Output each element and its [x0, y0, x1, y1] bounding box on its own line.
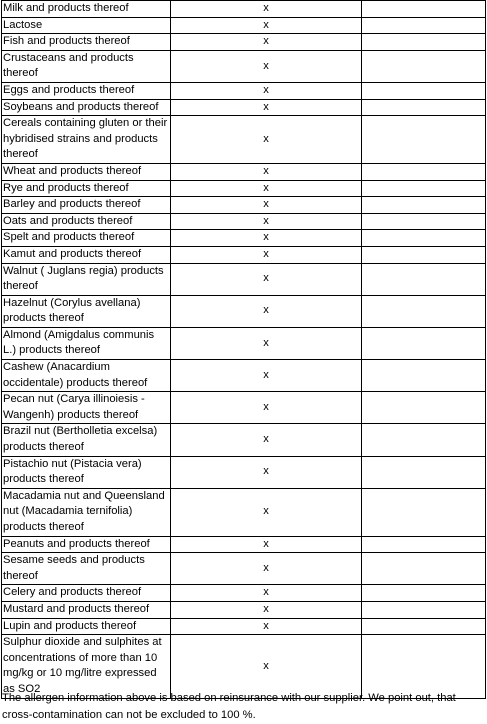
allergen-name: Cashew (Anacardium occidentale) products thereof — [2, 360, 171, 392]
allergen-name: Lupin and products thereof — [2, 618, 171, 635]
table-row — [2, 163, 486, 180]
table-row — [2, 34, 486, 51]
allergen-mark: x — [171, 34, 362, 51]
allergen-mark: x — [171, 50, 362, 82]
allergen-table — [1, 0, 486, 699]
allergen-other-cell — [362, 392, 486, 424]
allergen-mark: x — [171, 82, 362, 99]
table-row — [2, 295, 486, 327]
allergen-mark: x — [171, 585, 362, 602]
allergen-mark: x — [171, 536, 362, 553]
allergen-other-cell — [362, 488, 486, 536]
allergen-name: Barley and products thereof — [2, 197, 171, 214]
allergen-mark: x — [171, 327, 362, 359]
allergen-mark: x — [171, 263, 362, 295]
allergen-mark: x — [171, 180, 362, 197]
allergen-name: Cereals containing gluten or their hybridised strains and products thereof — [2, 116, 171, 164]
allergen-disclaimer: The allergen information above is based on reinsurance with our supplier. We point out, that cross-contamination can not be excluded to 100 %. — [2, 692, 456, 721]
table-row — [2, 116, 486, 164]
allergen-other-cell — [362, 246, 486, 263]
allergen-name: Spelt and products thereof — [2, 230, 171, 247]
allergen-other-cell — [362, 295, 486, 327]
allergen-other-cell — [362, 424, 486, 456]
allergen-mark: x — [171, 163, 362, 180]
allergen-other-cell — [362, 50, 486, 82]
table-row — [2, 180, 486, 197]
allergen-mark: x — [171, 295, 362, 327]
allergen-name: Mustard and products thereof — [2, 601, 171, 618]
allergen-name: Sesame seeds and products thereof — [2, 553, 171, 585]
allergen-name: Pecan nut (Carya illinoiesis - Wangenh) products thereof — [2, 392, 171, 424]
allergen-other-cell — [362, 180, 486, 197]
allergen-mark: x — [171, 99, 362, 116]
table-row — [2, 82, 486, 99]
table-row — [2, 99, 486, 116]
allergen-mark: x — [171, 1, 362, 18]
allergen-mark: x — [171, 553, 362, 585]
table-row — [2, 50, 486, 82]
allergen-other-cell — [362, 82, 486, 99]
allergen-name: Walnut ( Juglans regia) products thereof — [2, 263, 171, 295]
allergen-name: Hazelnut (Corylus avellana) products thereof — [2, 295, 171, 327]
table-row — [2, 456, 486, 488]
allergen-name: Lactose — [2, 17, 171, 34]
allergen-name: Almond (Amigdalus communis L.) products thereof — [2, 327, 171, 359]
allergen-other-cell — [362, 197, 486, 214]
allergen-mark: x — [171, 213, 362, 230]
allergen-mark: x — [171, 424, 362, 456]
allergen-other-cell — [362, 34, 486, 51]
table-row — [2, 246, 486, 263]
allergen-other-cell — [362, 230, 486, 247]
allergen-mark: x — [171, 635, 362, 698]
table-row — [2, 1, 486, 18]
allergen-other-cell — [362, 601, 486, 618]
table-row — [2, 263, 486, 295]
allergen-name: Pistachio nut (Pistacia vera) products thereof — [2, 456, 171, 488]
allergen-mark: x — [171, 116, 362, 164]
allergen-name: Wheat and products thereof — [2, 163, 171, 180]
table-row — [2, 585, 486, 602]
allergen-other-cell — [362, 99, 486, 116]
allergen-name: Eggs and products thereof — [2, 82, 171, 99]
allergen-mark: x — [171, 601, 362, 618]
allergen-mark: x — [171, 618, 362, 635]
allergen-other-cell — [362, 263, 486, 295]
allergen-mark: x — [171, 488, 362, 536]
table-row — [2, 360, 486, 392]
table-row — [2, 213, 486, 230]
allergen-mark: x — [171, 197, 362, 214]
allergen-name: Celery and products thereof — [2, 585, 171, 602]
allergen-other-cell — [362, 163, 486, 180]
allergen-name: Fish and products thereof — [2, 34, 171, 51]
allergen-mark: x — [171, 230, 362, 247]
table-row — [2, 327, 486, 359]
allergen-name: Oats and products thereof — [2, 213, 171, 230]
allergen-mark: x — [171, 17, 362, 34]
allergen-mark: x — [171, 246, 362, 263]
table-row — [2, 197, 486, 214]
allergen-name: Macadamia nut and Queensland nut (Macadamia ternifolia) products thereof — [2, 488, 171, 536]
allergen-other-cell — [362, 456, 486, 488]
allergen-name: Brazil nut (Bertholletia excelsa) products thereof — [2, 424, 171, 456]
allergen-other-cell — [362, 327, 486, 359]
allergen-other-cell — [362, 1, 486, 18]
table-row — [2, 230, 486, 247]
allergen-other-cell — [362, 116, 486, 164]
table-row — [2, 424, 486, 456]
allergen-mark: x — [171, 360, 362, 392]
allergen-other-cell — [362, 360, 486, 392]
table-row — [2, 536, 486, 553]
allergen-name: Sulphur dioxide and sulphites at concentrations of more than 10 mg/kg or 10 mg/litre expressed as SO2 — [2, 635, 171, 698]
allergen-mark: x — [171, 456, 362, 488]
table-row — [2, 17, 486, 34]
table-row — [2, 488, 486, 536]
allergen-name: Soybeans and products thereof — [2, 99, 171, 116]
allergen-name: Milk and products thereof — [2, 1, 171, 18]
table-row — [2, 635, 486, 698]
allergen-name: Crustaceans and products thereof — [2, 50, 171, 82]
allergen-name: Kamut and products thereof — [2, 246, 171, 263]
allergen-other-cell — [362, 553, 486, 585]
table-row — [2, 392, 486, 424]
table-row — [2, 618, 486, 635]
table-row — [2, 553, 486, 585]
allergen-name: Rye and products thereof — [2, 180, 171, 197]
allergen-other-cell — [362, 213, 486, 230]
allergen-other-cell — [362, 585, 486, 602]
allergen-other-cell — [362, 618, 486, 635]
allergen-other-cell — [362, 635, 486, 698]
allergen-other-cell — [362, 17, 486, 34]
allergen-mark: x — [171, 392, 362, 424]
allergen-name: Peanuts and products thereof — [2, 536, 171, 553]
table-row — [2, 601, 486, 618]
allergen-other-cell — [362, 536, 486, 553]
